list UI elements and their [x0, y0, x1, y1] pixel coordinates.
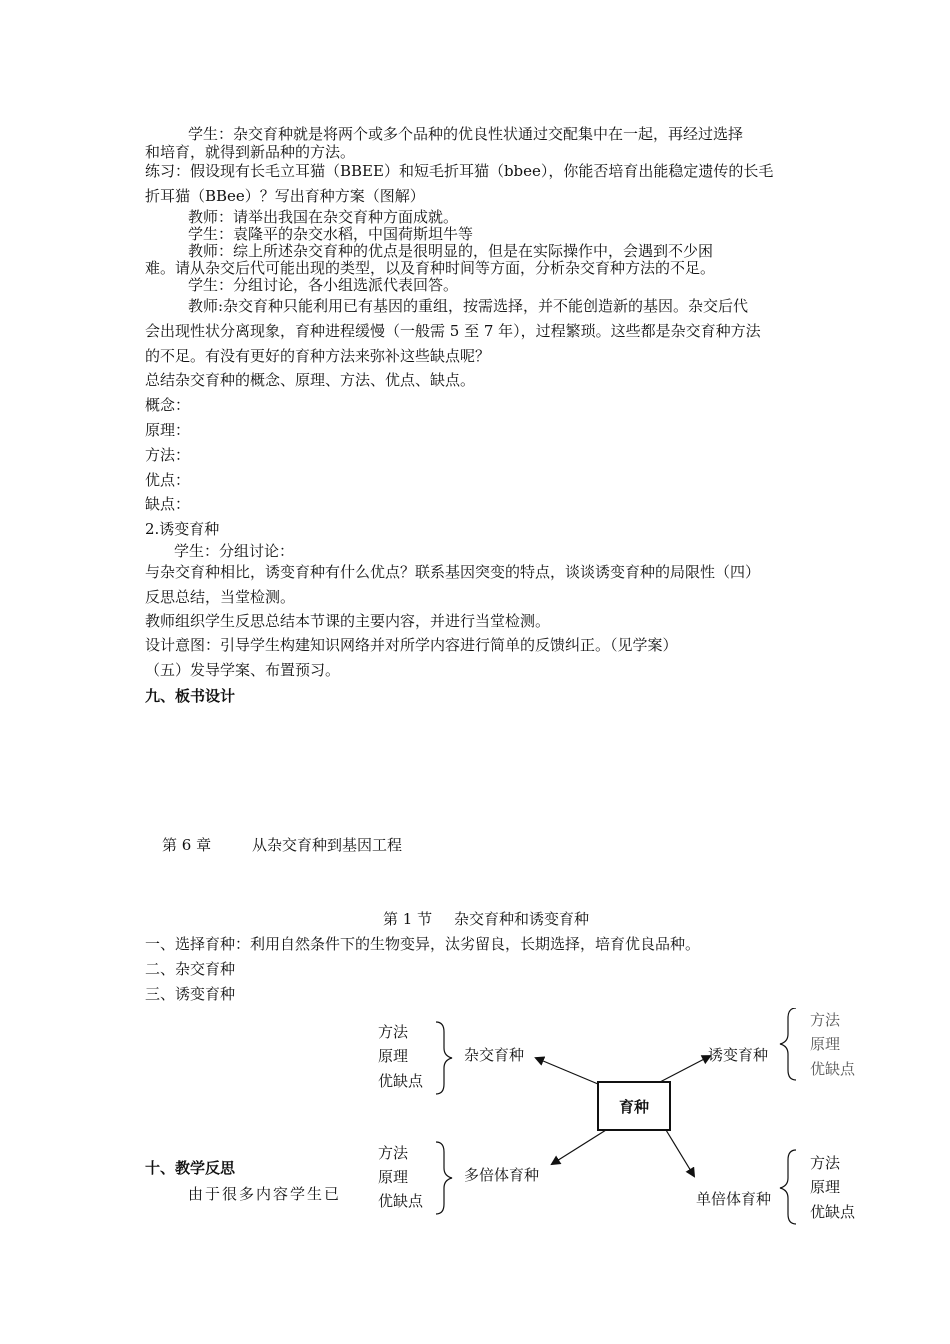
brace-icon [436, 1022, 452, 1094]
disadvantage-label: 缺点： [145, 495, 191, 513]
paragraph-line: 教师:杂交育种只能利用已有基因的重组，按需选择，并不能创造新的基因。杂交后代 [188, 297, 749, 315]
principle-label: 原理 [810, 1035, 841, 1053]
paragraph-line: 学生：分组讨论，各小组选派代表回答。 [188, 276, 459, 294]
paragraph-line: 难。请从杂交后代可能出现的类型，以及育种时间等方面，分析杂交育种方法的不足。 [145, 259, 716, 277]
paragraph-line: （五）发导学案、布置预习。 [145, 661, 341, 679]
haploid-breeding-label: 单倍体育种 [696, 1190, 772, 1208]
paragraph-line: 练习：假设现有长毛立耳猫（BBEE）和短毛折耳猫（bbee），你能否培育出能稳定遗传的长毛 [145, 162, 774, 180]
brace-icon [436, 1142, 452, 1214]
paragraph-line: 折耳猫（BBee）？写出育种方案（图解） [145, 187, 425, 205]
paragraph-line: 的不足。有没有更好的育种方法来弥补这些缺点呢？ [145, 347, 491, 365]
paragraph-line: 总结杂交育种的概念、原理、方法、优点、缺点。 [145, 371, 476, 389]
section-heading: 十、教学反思 [145, 1159, 236, 1177]
center-label: 育种 [618, 1098, 650, 1116]
method-label: 方法 [378, 1023, 409, 1041]
pros-cons-label: 优缺点 [810, 1060, 856, 1078]
paragraph-line: 与杂交育种相比，诱变育种有什么优点？联系基因突变的特点，谈谈诱变育种的局限性（四） [145, 563, 761, 581]
hybrid-breeding-label: 杂交育种 [464, 1046, 525, 1064]
arrow-to-polyploid [552, 1130, 606, 1164]
chapter-number: 第 6 章 [162, 836, 212, 854]
board-item: 三、诱变育种 [145, 985, 236, 1003]
method-label: 方法： [145, 446, 191, 464]
method-label: 方法 [810, 1011, 841, 1029]
board-item: 二、杂交育种 [145, 960, 236, 978]
paragraph-line: 反思总结，当堂检测。 [145, 588, 296, 606]
principle-label: 原理 [378, 1168, 409, 1186]
board-item: 一、选择育种：利用自然条件下的生物变异，汰劣留良，长期选择，培育优良品种。 [145, 935, 701, 953]
section-title: 杂交育种和诱变育种 [454, 910, 590, 928]
paragraph-line: 学生：袁隆平的杂交水稻，中国荷斯坦牛等 [188, 225, 474, 243]
paragraph-line: 由于很多内容学生已 [188, 1185, 342, 1203]
section-number: 第 1 节 [383, 910, 433, 928]
section-heading: 九、板书设计 [145, 687, 236, 705]
concept-label: 概念： [145, 396, 191, 414]
pros-cons-label: 优缺点 [378, 1192, 424, 1210]
paragraph-line: 学生：杂交育种就是将两个或多个品种的优良性状通过交配集中在一起，再经过选择 [188, 125, 744, 143]
brace-icon [780, 1008, 796, 1080]
brace-icon [780, 1150, 796, 1224]
principle-label: 原理 [810, 1178, 841, 1196]
arrow-to-haploid [666, 1130, 694, 1176]
mutation-breeding-label: 诱变育种 [708, 1046, 769, 1064]
paragraph-line: 教师组织学生反思总结本节课的主要内容，并进行当堂检测。 [145, 612, 551, 630]
paragraph-line: 教师：请举出我国在杂交育种方面成就。 [188, 208, 459, 226]
breeding-diagram [360, 1008, 880, 1238]
paragraph-line: 设计意图：引导学生构建知识网络并对所学内容进行简单的反馈纠正。（见学案） [145, 636, 678, 654]
arrow-to-mutation [660, 1056, 710, 1082]
polyploid-breeding-label: 多倍体育种 [464, 1166, 540, 1184]
paragraph-line: 会出现性状分离现象，育种进程缓慢（一般需 5 至 7 年），过程繁琐。这些都是杂交育种方法 [145, 322, 761, 340]
paragraph-line: 学生：分组讨论： [174, 542, 295, 560]
subsection-heading: 2.诱变育种 [145, 520, 220, 538]
arrow-to-hybrid [536, 1058, 598, 1084]
chapter-title: 从杂交育种到基因工程 [252, 836, 403, 854]
pros-cons-label: 优缺点 [810, 1203, 856, 1221]
method-label: 方法 [810, 1154, 841, 1172]
principle-label: 原理 [378, 1047, 409, 1065]
paragraph-line: 教师：综上所述杂交育种的优点是很明显的，但是在实际操作中，会遇到不少困 [188, 242, 714, 260]
paragraph-line: 和培育，就得到新品种的方法。 [145, 143, 356, 161]
pros-cons-label: 优缺点 [378, 1072, 424, 1090]
method-label: 方法 [378, 1144, 409, 1162]
advantage-label: 优点： [145, 471, 191, 489]
principle-label: 原理： [145, 421, 191, 439]
